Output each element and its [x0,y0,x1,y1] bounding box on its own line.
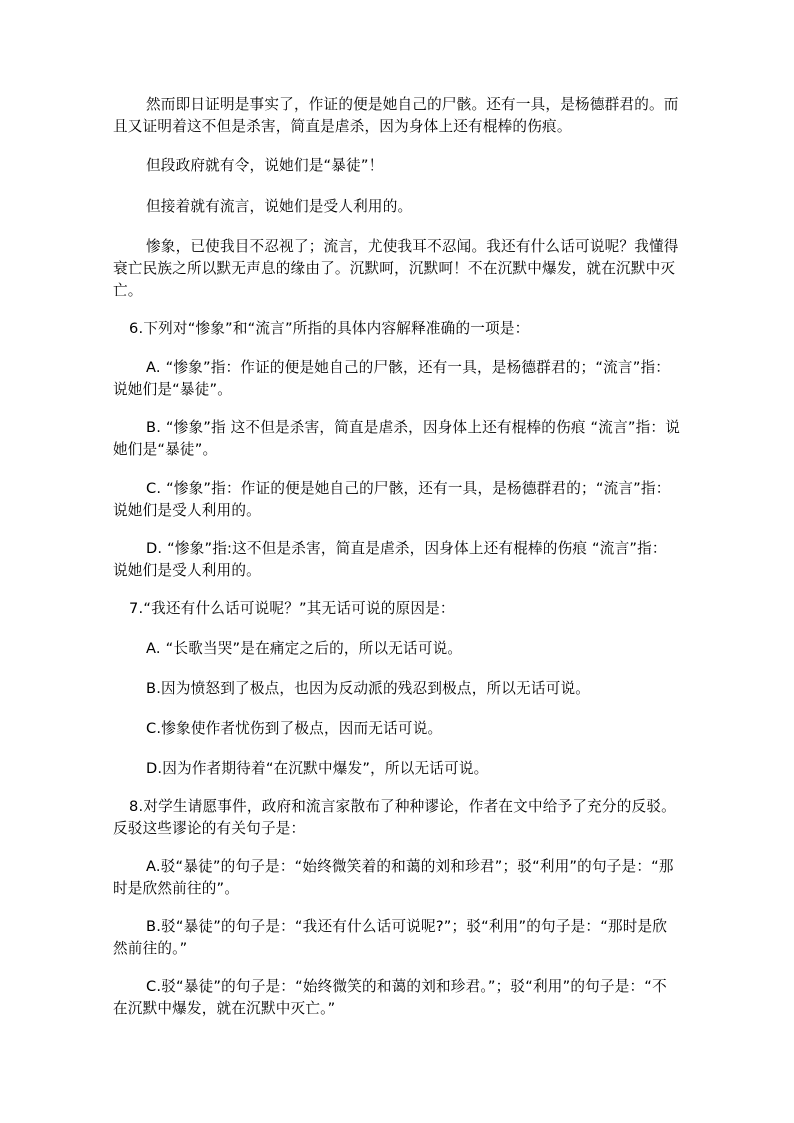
question-7-option-d: D.因为作者期待着“在沉默中爆发”，所以无话可说。 [146,760,489,777]
question-8-stem: 8.对学生请愿事件，政府和流言家散布了种种谬论，作者在文中给予了充分的反驳。反驳这些谬论的有关句子是： [113,798,676,837]
passage-paragraph-2: 但段政府就有令，说她们是“暴徒”！ [146,157,384,174]
question-7-stem: 7.“我还有什么话可说呢？”其无话可说的原因是： [129,600,455,617]
question-8-option-a: A.驳“暴徒”的句子是：“始终微笑着的和蔼的刘和珍君”；驳“利用”的句子是：“那时是欣然前往的”。 [113,858,674,897]
question-8-option-c: C.驳“暴徒”的句子是：“始终微笑的和蔼的刘和珍君。”；驳“利用”的句子是：“不在沉默中爆发，就在沉默中灭亡。” [113,978,667,1017]
question-7-option-a: A. “长歌当哭”是在痛定之后的，所以无话可说。 [146,640,463,657]
passage-paragraph-3: 但接着就有流言，说她们是受人利用的。 [146,198,413,215]
question-6-option-d: D. “惨象”指:这不但是杀害，简直是虐杀，因身体上还有棍棒的伤痕 “流言”指：说她们是受人利用的。 [113,540,667,579]
question-6-option-b: B. “惨象”指 这不但是杀害，简直是虐杀，因身体上还有棍棒的伤痕 “流言”指：说她们是“暴徒”。 [113,419,681,458]
question-6-option-a: A. “惨象”指：作证的便是她自己的尸骸，还有一具，是杨德群君的；“流言”指：说她们是“暴徒”。 [113,359,671,398]
question-8-option-b: B.驳“暴徒”的句子是：“我还有什么话可说呢?”；驳“利用”的句子是：“那时是欣然前往的。” [113,918,668,957]
question-7-option-c: C.惨象使作者忧伤到了极点，因而无话可说。 [146,720,443,737]
question-7-option-b: B.因为愤怒到了极点，也因为反动派的残忍到极点，所以无话可说。 [146,680,591,697]
question-6-stem: 6.下列对“惨象”和“流言”所指的具体内容解释准确的一项是： [129,320,530,337]
passage-paragraph-4: 惨象，已使我目不忍视了；流言，尤使我耳不忍闻。我还有什么话可说呢？我懂得衰亡民族之所以默无声息的缘由了。沉默呵，沉默呵！不在沉默中爆发，就在沉默中灭亡。 [113,238,679,299]
question-6-option-c: C. “惨象”指：作证的便是她自己的尸骸，还有一具，是杨德群君的；“流言”指：说她们是受人利用的。 [113,480,671,519]
passage-paragraph-1: 然而即日证明是事实了，作证的便是她自己的尸骸。还有一具，是杨德群君的。而且又证明着这不但是杀害，简直是虐杀，因为身体上还有棍棒的伤痕。 [113,96,679,135]
